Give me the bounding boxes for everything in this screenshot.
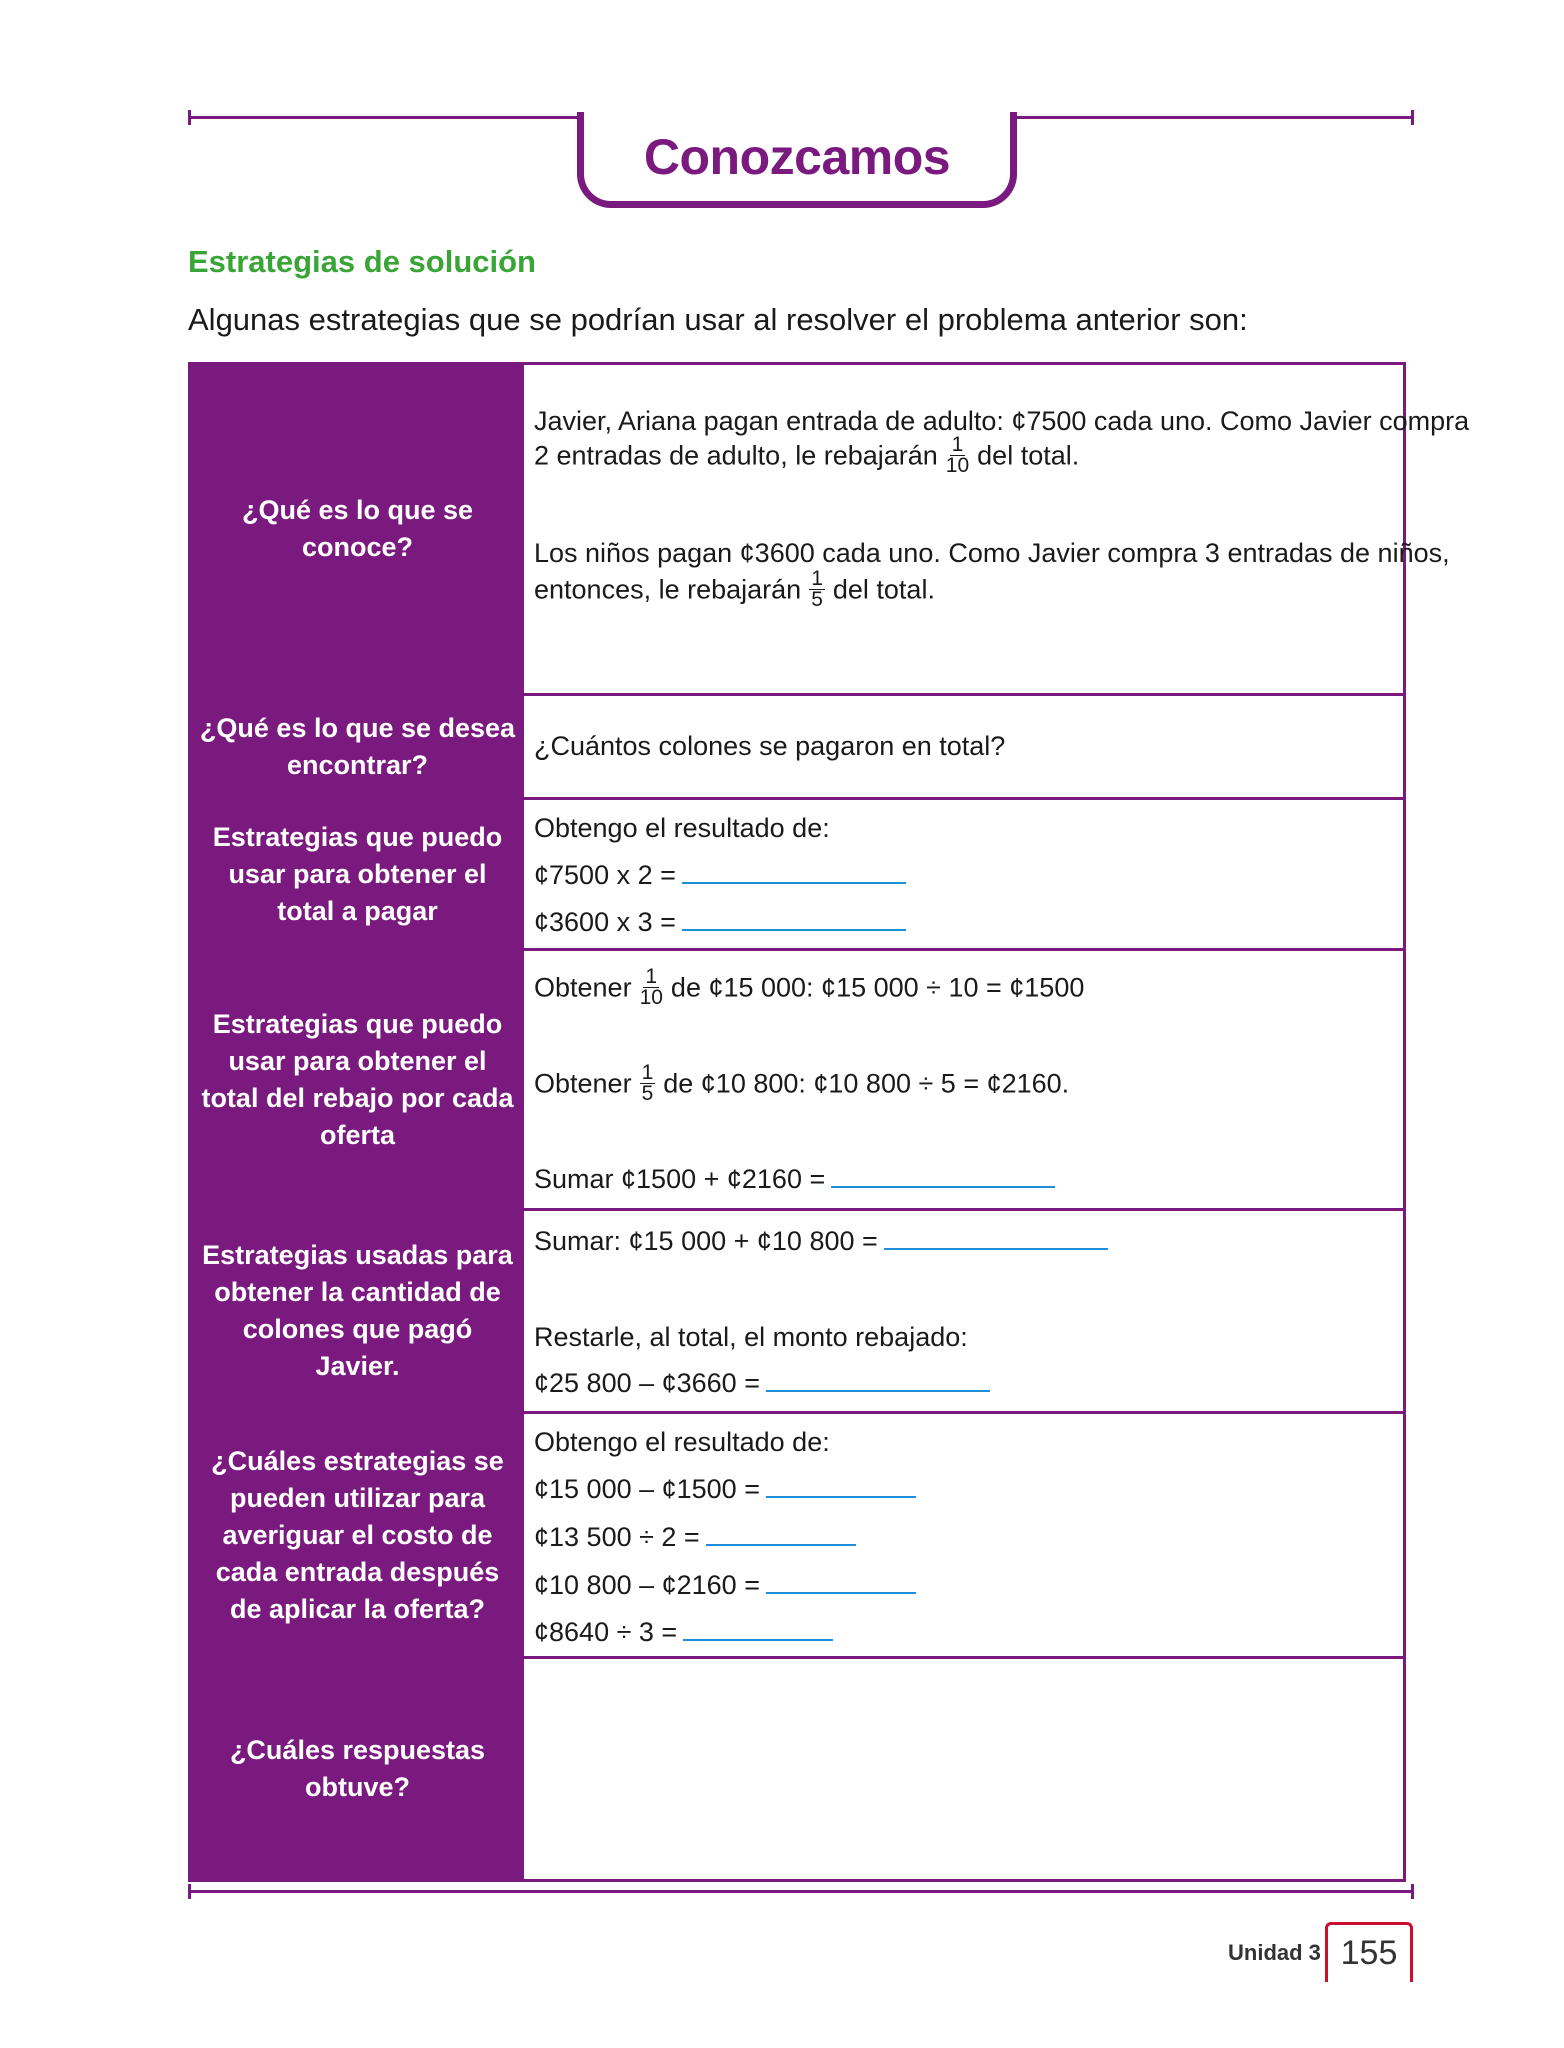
row-question: Estrategias usadas para obtener la cantidad de colones que pagó Javier. bbox=[191, 1211, 524, 1411]
row-answer bbox=[524, 1211, 1403, 1411]
answer-blank[interactable] bbox=[831, 1166, 1055, 1188]
row-question: Estrategias que puedo usar para obtener el total a pagar bbox=[191, 800, 524, 948]
answer-line: ¢15 000 – ¢1500 = bbox=[534, 1471, 916, 1507]
answer-line: Obtener $\frac{1}{10}$ de ¢15 000: ¢15 000 ÷ 10 = ¢1500 bbox=[534, 965, 1085, 1009]
row-question: ¿Qué es lo que se desea encontrar? bbox=[191, 696, 524, 797]
unit-label: Unidad 3 bbox=[1228, 1940, 1321, 1965]
answer-line: ¢3600 x 3 = bbox=[534, 904, 906, 940]
page-title: Conozcamos bbox=[577, 112, 1017, 208]
table-row bbox=[191, 951, 1403, 1208]
page-number: 155 bbox=[1325, 1922, 1413, 1982]
fraction: $\frac{1}{5}$ bbox=[641, 1061, 654, 1105]
row-answer bbox=[524, 800, 1403, 948]
row-answer bbox=[524, 1414, 1403, 1656]
table-row bbox=[191, 365, 1470, 693]
row-answer bbox=[524, 951, 1403, 1208]
answer-line: ¿Cuántos colones se pagaron en total? bbox=[534, 731, 1006, 761]
row-question: ¿Cuáles estrategias se pueden utilizar para averiguar el costo de cada entrada después de aplicar la oferta? bbox=[191, 1414, 524, 1656]
bottom-rule bbox=[188, 1890, 1414, 1893]
row-answer bbox=[524, 696, 1403, 797]
answer-blank[interactable] bbox=[706, 1524, 856, 1546]
table-row bbox=[191, 1211, 1403, 1411]
fraction: $\frac{1}{10}$ bbox=[945, 433, 970, 477]
answer-line: Obtener $\frac{1}{5}$ de ¢10 800: ¢10 800 ÷ 5 = ¢2160. bbox=[534, 1061, 1070, 1105]
answer-line: Los niños pagan ¢3600 cada uno. Como Javier compra 3 entradas de niños, bbox=[534, 538, 1450, 568]
answer-blank[interactable] bbox=[766, 1370, 990, 1392]
answer-line: Sumar: ¢15 000 + ¢10 800 = bbox=[534, 1223, 1108, 1259]
row-question: Estrategias que puedo usar para obtener el total del rebajo por cada oferta bbox=[191, 951, 524, 1208]
fraction: $\frac{1}{10}$ bbox=[639, 965, 663, 1009]
answer-line: Restarle, al total, el monto rebajado: bbox=[534, 1322, 968, 1352]
section-heading: Estrategias de solución bbox=[188, 244, 536, 279]
answer-line: ¢7500 x 2 = bbox=[534, 857, 906, 893]
answer-area[interactable] bbox=[524, 1659, 1403, 1879]
answer-line: ¢10 800 – ¢2160 = bbox=[534, 1567, 916, 1603]
answer-line: ¢25 800 – ¢3660 = bbox=[534, 1365, 990, 1401]
strategies-table bbox=[188, 362, 1470, 1882]
intro-text: Algunas estrategias que se podrían usar al resolver el problema anterior son: bbox=[188, 302, 1248, 337]
table-row bbox=[191, 1659, 1403, 1879]
answer-blank[interactable] bbox=[683, 1619, 833, 1641]
answer-line: Sumar ¢1500 + ¢2160 = bbox=[534, 1161, 1055, 1197]
table-row bbox=[191, 1414, 1403, 1656]
table-row bbox=[191, 800, 1403, 948]
answer-line: ¢8640 ÷ 3 = bbox=[534, 1614, 833, 1650]
answer-line: Javier, Ariana pagan entrada de adulto: ¢7500 cada uno. Como Javier compra bbox=[534, 406, 1470, 436]
row-question: ¿Qué es lo que se conoce? bbox=[191, 365, 524, 693]
row-question: ¿Cuáles respuestas obtuve? bbox=[191, 1659, 524, 1879]
answer-line: ¢13 500 ÷ 2 = bbox=[534, 1519, 856, 1555]
answer-line: entonces, le rebajarán $\frac{1}{5}$ del total. bbox=[534, 567, 935, 611]
answer-blank[interactable] bbox=[682, 862, 906, 884]
answer-blank[interactable] bbox=[884, 1228, 1108, 1250]
answer-blank[interactable] bbox=[766, 1572, 916, 1594]
answer-line: Obtengo el resultado de: bbox=[534, 813, 830, 843]
row-answer bbox=[524, 365, 1470, 693]
answer-blank[interactable] bbox=[766, 1476, 916, 1498]
answer-line: 2 entradas de adulto, le rebajarán $\frac{1}{10}$ del total. bbox=[534, 433, 1080, 477]
answer-line: Obtengo el resultado de: bbox=[534, 1427, 830, 1457]
answer-blank[interactable] bbox=[682, 909, 906, 931]
fraction: $\frac{1}{5}$ bbox=[811, 567, 823, 611]
table-row bbox=[191, 696, 1403, 797]
